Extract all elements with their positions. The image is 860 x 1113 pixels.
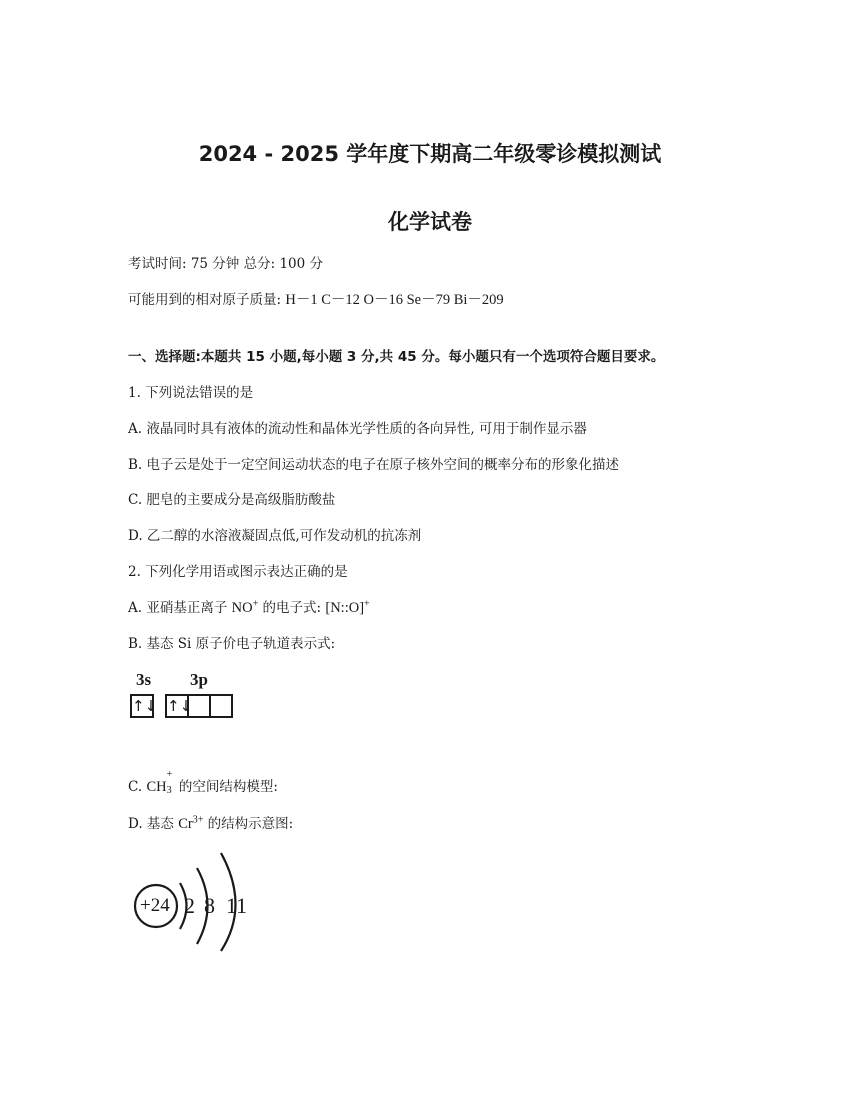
orbital-3s-arrows: ↑↓ <box>132 697 158 715</box>
q2-a-ion-charge: + <box>252 598 259 610</box>
q2-d-suffix: 的结构示意图: <box>203 816 294 832</box>
q2-a-ion: NO <box>231 600 253 616</box>
q1-option-c: C. 肥皂的主要成分是高级脂肪酸盐 <box>128 492 336 508</box>
q2-c-suffix: 的空间结构模型: <box>174 779 278 795</box>
shell-electrons-1: 2 <box>184 893 195 918</box>
q2-a-mid: 的电子式: <box>258 600 326 616</box>
q2-d-prefix: D. 基态 <box>128 816 179 832</box>
shell-electrons-3: 11 <box>226 893 248 918</box>
atomic-mass-label: 可能用到的相对原子质量: <box>128 292 282 308</box>
q2-option-c: C. CH + 3 的空间结构模型: <box>128 769 278 796</box>
section-heading: 一、选择题:本题共 15 小题,每小题 3 分,共 45 分。每小题只有一个选项符合题目要求。 <box>128 349 665 365</box>
q2-d-charge: 3+ <box>192 814 204 826</box>
q1-option-b: B. 电子云是处于一定空间运动状态的电子在原子核外空间的概率分布的形象化描述 <box>128 457 620 473</box>
orbital-label-3s: 3s <box>136 670 152 689</box>
q2-a-prefix: A. 亚硝基正离子 <box>128 600 232 616</box>
orbital-3p-arrows-1: ↑↓ <box>167 697 193 715</box>
shell-electrons-2: 8 <box>204 893 215 918</box>
q2-stem: 2. 下列化学用语或图示表达正确的是 <box>128 564 348 580</box>
q2-d-ion: Cr <box>178 816 193 832</box>
exam-subtitle: 化学试卷 <box>388 210 472 234</box>
atomic-mass-values: H－1 C－12 O－16 Se－79 Bi－209 <box>285 292 504 308</box>
exam-title: 2024 - 2025 学年度下期高二年级零诊模拟测试 <box>198 142 662 166</box>
orbital-label-3p: 3p <box>190 670 208 689</box>
q1-option-d: D. 乙二醇的水溶液凝固点低,可作发动机的抗冻剂 <box>128 528 422 544</box>
q2-option-b: B. 基态 Si 原子价电子轨道表示式: <box>128 636 336 652</box>
q1-option-a: A. 液晶同时具有液体的流动性和晶体光学性质的各向异性, 可用于制作显示器 <box>128 421 587 437</box>
exam-time-score: 考试时间: 75 分钟 总分: 100 分 <box>128 256 323 272</box>
q2-a-formula: [N::O] <box>325 600 365 616</box>
q2-a-formula-charge: + <box>364 598 370 610</box>
q1-stem: 1. 下列说法错误的是 <box>128 385 254 401</box>
nucleus-charge: +24 <box>140 895 170 916</box>
q2-c-prefix: C. <box>128 779 147 795</box>
q2-c-formula: CH <box>146 779 167 795</box>
